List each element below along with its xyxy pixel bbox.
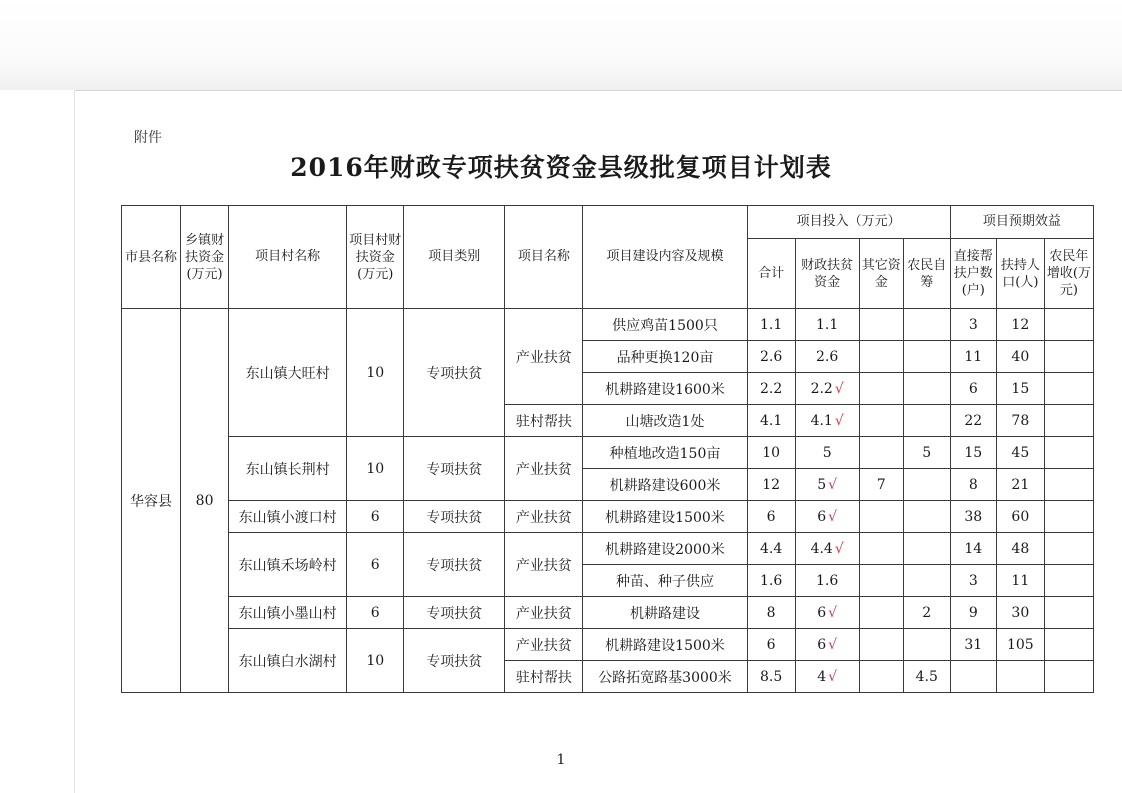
content-cell: 机耕路建设2000米 <box>583 533 747 565</box>
content-cell: 品种更换120亩 <box>583 341 747 373</box>
content-cell: 机耕路建设1500米 <box>583 629 747 661</box>
check-mark-icon: √ <box>834 412 844 429</box>
village-name-cell: 东山镇小渡口村 <box>229 501 347 533</box>
total-cell: 6 <box>747 629 795 661</box>
header-investment-group: 项目投入（万元） <box>747 206 950 239</box>
fiscal-cell: 6 √ <box>795 629 859 661</box>
households-cell: 11 <box>950 341 996 373</box>
other-cell <box>859 437 903 469</box>
households-cell: 3 <box>950 309 996 341</box>
households-cell: 22 <box>950 405 996 437</box>
fiscal-cell: 1.1 <box>795 309 859 341</box>
other-cell <box>859 373 903 405</box>
farmer-cell <box>903 501 950 533</box>
village-name-cell: 东山镇长荆村 <box>229 437 347 501</box>
income-cell <box>1044 661 1093 693</box>
households-cell: 31 <box>950 629 996 661</box>
population-cell: 105 <box>996 629 1044 661</box>
households-cell: 15 <box>950 437 996 469</box>
farmer-cell <box>903 469 950 501</box>
income-cell <box>1044 373 1093 405</box>
table-row <box>122 629 1094 661</box>
content-cell: 山塘改造1处 <box>583 405 747 437</box>
check-mark-icon: √ <box>834 380 844 397</box>
table-row <box>122 437 1094 469</box>
households-cell: 38 <box>950 501 996 533</box>
header-benefit-group: 项目预期效益 <box>950 206 1093 239</box>
header-other: 其它资金 <box>859 239 903 309</box>
fiscal-cell: 2.2 √ <box>795 373 859 405</box>
other-cell <box>859 533 903 565</box>
village-name-cell: 东山镇白水湖村 <box>229 629 347 693</box>
farmer-cell: 5 <box>903 437 950 469</box>
page-number: 1 <box>556 752 566 768</box>
project-name-cell: 驻村帮扶 <box>505 405 583 437</box>
households-cell <box>950 661 996 693</box>
content-cell: 机耕路建设 <box>583 597 747 629</box>
income-cell <box>1044 629 1093 661</box>
category-cell: 专项扶贫 <box>404 437 505 501</box>
check-mark-icon: √ <box>834 540 844 557</box>
farmer-cell <box>903 565 950 597</box>
total-cell: 8.5 <box>747 661 795 693</box>
check-mark-icon: √ <box>828 668 838 685</box>
fiscal-cell: 5 <box>795 437 859 469</box>
income-cell <box>1044 565 1093 597</box>
households-cell: 3 <box>950 565 996 597</box>
header-total: 合计 <box>747 239 795 309</box>
project-name-cell: 产业扶贫 <box>505 629 583 661</box>
total-cell: 10 <box>747 437 795 469</box>
fiscal-cell: 2.6 <box>795 341 859 373</box>
header-farmer: 农民自筹 <box>903 239 950 309</box>
fiscal-cell: 4.1 √ <box>795 405 859 437</box>
income-cell <box>1044 341 1093 373</box>
other-cell <box>859 501 903 533</box>
population-cell: 12 <box>996 309 1044 341</box>
households-cell: 14 <box>950 533 996 565</box>
project-name-cell: 产业扶贫 <box>505 501 583 533</box>
header-households: 直接帮扶户数(户) <box>950 239 996 309</box>
farmer-cell: 4.5 <box>903 661 950 693</box>
header-category: 项目类别 <box>404 206 505 309</box>
households-cell: 9 <box>950 597 996 629</box>
county-cell: 华容县 <box>122 309 181 693</box>
content-cell: 种苗、种子供应 <box>583 565 747 597</box>
total-cell: 2.2 <box>747 373 795 405</box>
check-mark-icon: √ <box>828 508 838 525</box>
other-cell <box>859 629 903 661</box>
header-county: 市县名称 <box>122 206 181 309</box>
population-cell: 60 <box>996 501 1044 533</box>
total-cell: 12 <box>747 469 795 501</box>
check-mark-icon: √ <box>828 476 838 493</box>
other-cell <box>859 341 903 373</box>
total-cell: 6 <box>747 501 795 533</box>
table-row <box>122 309 1094 341</box>
header-fiscal: 财政扶贫资金 <box>795 239 859 309</box>
header-village: 项目村名称 <box>229 206 347 309</box>
population-cell: 48 <box>996 533 1044 565</box>
total-cell: 1.1 <box>747 309 795 341</box>
header-town-fund: 乡镇财扶资金(万元) <box>181 206 229 309</box>
village-fund-cell: 6 <box>347 597 404 629</box>
farmer-cell <box>903 629 950 661</box>
content-cell: 机耕路建设1500米 <box>583 501 747 533</box>
project-name-cell: 产业扶贫 <box>505 437 583 501</box>
income-cell <box>1044 501 1093 533</box>
total-cell: 4.1 <box>747 405 795 437</box>
village-name-cell: 东山镇小墨山村 <box>229 597 347 629</box>
attachment-label: 附件 <box>134 130 162 146</box>
farmer-cell <box>903 373 950 405</box>
header-content: 项目建设内容及规模 <box>583 206 747 309</box>
income-cell <box>1044 533 1093 565</box>
fiscal-cell: 6 √ <box>795 597 859 629</box>
content-cell: 种植地改造150亩 <box>583 437 747 469</box>
income-cell <box>1044 597 1093 629</box>
total-cell: 8 <box>747 597 795 629</box>
population-cell: 30 <box>996 597 1044 629</box>
village-fund-cell: 6 <box>347 533 404 597</box>
content-cell: 供应鸡苗1500只 <box>583 309 747 341</box>
farmer-cell <box>903 533 950 565</box>
population-cell: 15 <box>996 373 1044 405</box>
fiscal-cell: 5 √ <box>795 469 859 501</box>
category-cell: 专项扶贫 <box>404 629 505 693</box>
other-cell <box>859 309 903 341</box>
population-cell: 45 <box>996 437 1044 469</box>
table-row <box>122 533 1094 565</box>
header-income: 农民年增收(万元) <box>1044 239 1093 309</box>
income-cell <box>1044 437 1093 469</box>
population-cell <box>996 661 1044 693</box>
income-cell <box>1044 405 1093 437</box>
other-cell <box>859 597 903 629</box>
header-project-name: 项目名称 <box>505 206 583 309</box>
project-plan-table <box>121 205 1094 693</box>
fiscal-cell: 4.4 √ <box>795 533 859 565</box>
farmer-cell <box>903 341 950 373</box>
total-cell: 4.4 <box>747 533 795 565</box>
category-cell: 专项扶贫 <box>404 501 505 533</box>
check-mark-icon: √ <box>828 604 838 621</box>
households-cell: 6 <box>950 373 996 405</box>
header-population: 扶持人口(人) <box>996 239 1044 309</box>
content-cell: 公路拓宽路基3000米 <box>583 661 747 693</box>
income-cell <box>1044 309 1093 341</box>
population-cell: 21 <box>996 469 1044 501</box>
fiscal-cell: 1.6 <box>795 565 859 597</box>
farmer-cell: 2 <box>903 597 950 629</box>
fiscal-cell: 4 √ <box>795 661 859 693</box>
project-name-cell: 驻村帮扶 <box>505 661 583 693</box>
village-fund-cell: 10 <box>347 629 404 693</box>
village-fund-cell: 10 <box>347 309 404 437</box>
population-cell: 78 <box>996 405 1044 437</box>
households-cell: 8 <box>950 469 996 501</box>
project-name-cell: 产业扶贫 <box>505 533 583 597</box>
population-cell: 40 <box>996 341 1044 373</box>
document-title: 2016年财政专项扶贫资金县级批复项目计划表 <box>290 153 832 182</box>
farmer-cell <box>903 309 950 341</box>
total-cell: 2.6 <box>747 341 795 373</box>
other-cell: 7 <box>859 469 903 501</box>
village-name-cell: 东山镇大旺村 <box>229 309 347 437</box>
category-cell: 专项扶贫 <box>404 533 505 597</box>
content-cell: 机耕路建设1600米 <box>583 373 747 405</box>
town-fund-cell: 80 <box>181 309 229 693</box>
table-row <box>122 597 1094 629</box>
income-cell <box>1044 469 1093 501</box>
project-name-cell: 产业扶贫 <box>505 309 583 405</box>
category-cell: 专项扶贫 <box>404 597 505 629</box>
village-name-cell: 东山镇禾场岭村 <box>229 533 347 597</box>
header-village-fund: 项目村财扶资金(万元) <box>347 206 404 309</box>
other-cell <box>859 405 903 437</box>
other-cell <box>859 661 903 693</box>
content-cell: 机耕路建设600米 <box>583 469 747 501</box>
population-cell: 11 <box>996 565 1044 597</box>
project-name-cell: 产业扶贫 <box>505 597 583 629</box>
fiscal-cell: 6 √ <box>795 501 859 533</box>
category-cell: 专项扶贫 <box>404 309 505 437</box>
total-cell: 1.6 <box>747 565 795 597</box>
village-fund-cell: 10 <box>347 437 404 501</box>
village-fund-cell: 6 <box>347 501 404 533</box>
table-row <box>122 501 1094 533</box>
other-cell <box>859 565 903 597</box>
farmer-cell <box>903 405 950 437</box>
check-mark-icon: √ <box>828 636 838 653</box>
